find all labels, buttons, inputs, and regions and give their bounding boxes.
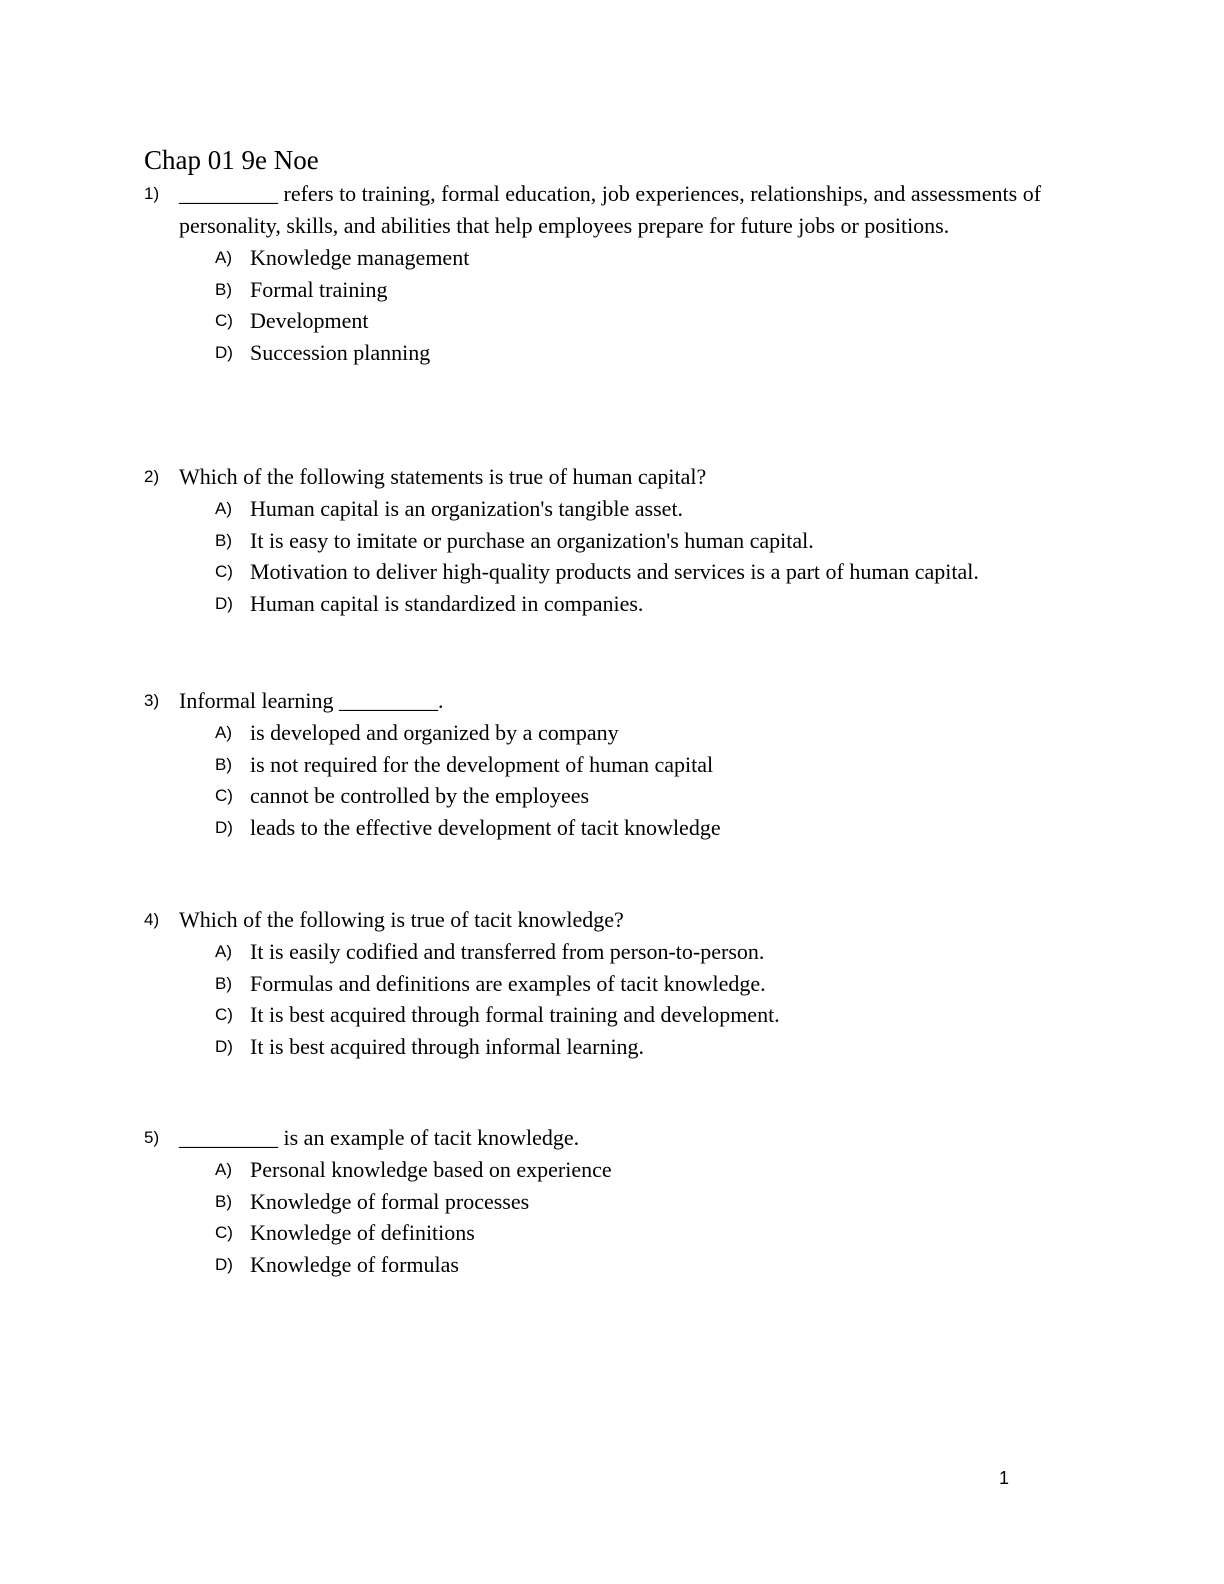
answer-option bbox=[215, 999, 1084, 1031]
option-letter: D) bbox=[215, 1036, 233, 1056]
option-letter: D) bbox=[215, 342, 233, 362]
question-number: 3) bbox=[144, 691, 160, 710]
option-text: Succession planning bbox=[250, 339, 431, 365]
option-letter: C) bbox=[215, 311, 233, 330]
answer-option bbox=[215, 936, 1084, 968]
question-text: Informal learning _________. bbox=[179, 688, 444, 713]
option-letter: B) bbox=[215, 530, 232, 550]
answer-option bbox=[215, 525, 1084, 557]
question-5 bbox=[144, 1122, 1084, 1280]
question-number: 2) bbox=[144, 467, 160, 486]
answer-option bbox=[215, 588, 1084, 620]
answer-option bbox=[215, 274, 1084, 306]
option-text: Formulas and definitions are examples of tacit knowledge. bbox=[250, 970, 766, 996]
question-text: Which of the following is true of tacit knowledge? bbox=[179, 907, 624, 932]
answer-option bbox=[215, 717, 1084, 749]
option-letter: B) bbox=[215, 754, 232, 774]
option-letter: A) bbox=[215, 248, 232, 267]
option-letter: A) bbox=[215, 1160, 232, 1179]
option-text: Human capital is an organization's tangible asset. bbox=[250, 496, 684, 521]
option-letter: D) bbox=[215, 593, 233, 613]
answer-option bbox=[215, 749, 1084, 781]
option-text: Knowledge of formulas bbox=[250, 1251, 459, 1277]
option-letter: D) bbox=[215, 817, 233, 837]
answer-option bbox=[215, 1031, 1084, 1063]
option-text: It is best acquired through formal training and development. bbox=[250, 1002, 780, 1027]
option-letter: A) bbox=[215, 942, 232, 961]
option-letter: C) bbox=[215, 1223, 233, 1242]
answer-option bbox=[215, 493, 1084, 525]
question-text: Which of the following statements is true of human capital? bbox=[179, 464, 707, 489]
option-text: Knowledge management bbox=[250, 245, 470, 270]
option-text: cannot be controlled by the employees bbox=[250, 783, 590, 808]
option-letter: B) bbox=[215, 1191, 232, 1211]
option-letter: B) bbox=[215, 279, 232, 299]
answer-option bbox=[215, 1217, 1084, 1249]
answer-option bbox=[215, 1186, 1084, 1218]
question-number: 5) bbox=[144, 1128, 160, 1147]
option-letter: C) bbox=[215, 786, 233, 805]
answer-option bbox=[215, 337, 1084, 369]
question-number: 1) bbox=[144, 184, 160, 203]
question-text: _________ refers to training, formal education, job experiences, relationships, and assessments of personality, skills, and abilities that help employees prepare for future jobs or positions. bbox=[179, 181, 1042, 238]
question-2 bbox=[144, 461, 1084, 619]
option-letter: C) bbox=[215, 1005, 233, 1024]
question-number: 4) bbox=[144, 910, 160, 929]
option-text: Development bbox=[250, 308, 369, 333]
question-text: _________ is an example of tacit knowledge. bbox=[179, 1125, 580, 1150]
option-text: Formal training bbox=[250, 276, 388, 302]
option-text: Motivation to deliver high-quality products and services is a part of human capital. bbox=[250, 559, 979, 584]
document-title: Chap 01 9e Noe bbox=[144, 145, 319, 175]
option-text: is developed and organized by a company bbox=[250, 720, 619, 745]
page-number: 1 bbox=[999, 1468, 1010, 1488]
answer-option bbox=[215, 1154, 1084, 1186]
option-text: Knowledge of definitions bbox=[250, 1220, 475, 1245]
answer-option bbox=[215, 242, 1084, 274]
option-letter: B) bbox=[215, 973, 232, 993]
answer-option bbox=[215, 556, 1084, 588]
option-text: leads to the effective development of tacit knowledge bbox=[250, 814, 721, 840]
option-text: It is easy to imitate or purchase an organization's human capital. bbox=[250, 527, 814, 553]
option-text: It is best acquired through informal learning. bbox=[250, 1033, 645, 1059]
answer-option bbox=[215, 812, 1084, 844]
option-text: Knowledge of formal processes bbox=[250, 1188, 530, 1214]
option-letter: A) bbox=[215, 723, 232, 742]
answer-option bbox=[215, 1249, 1084, 1281]
question-4 bbox=[144, 904, 1084, 1062]
option-letter: C) bbox=[215, 562, 233, 581]
option-text: Personal knowledge based on experience bbox=[250, 1157, 612, 1182]
answer-option bbox=[215, 305, 1084, 337]
option-text: Human capital is standardized in companies. bbox=[250, 590, 644, 616]
option-text: It is easily codified and transferred from person-to-person. bbox=[250, 939, 765, 964]
answer-option bbox=[215, 968, 1084, 1000]
option-letter: A) bbox=[215, 499, 232, 518]
question-1 bbox=[144, 178, 1084, 368]
answer-option bbox=[215, 780, 1084, 812]
option-letter: D) bbox=[215, 1254, 233, 1274]
question-3 bbox=[144, 685, 1084, 843]
option-text: is not required for the development of human capital bbox=[250, 751, 714, 777]
